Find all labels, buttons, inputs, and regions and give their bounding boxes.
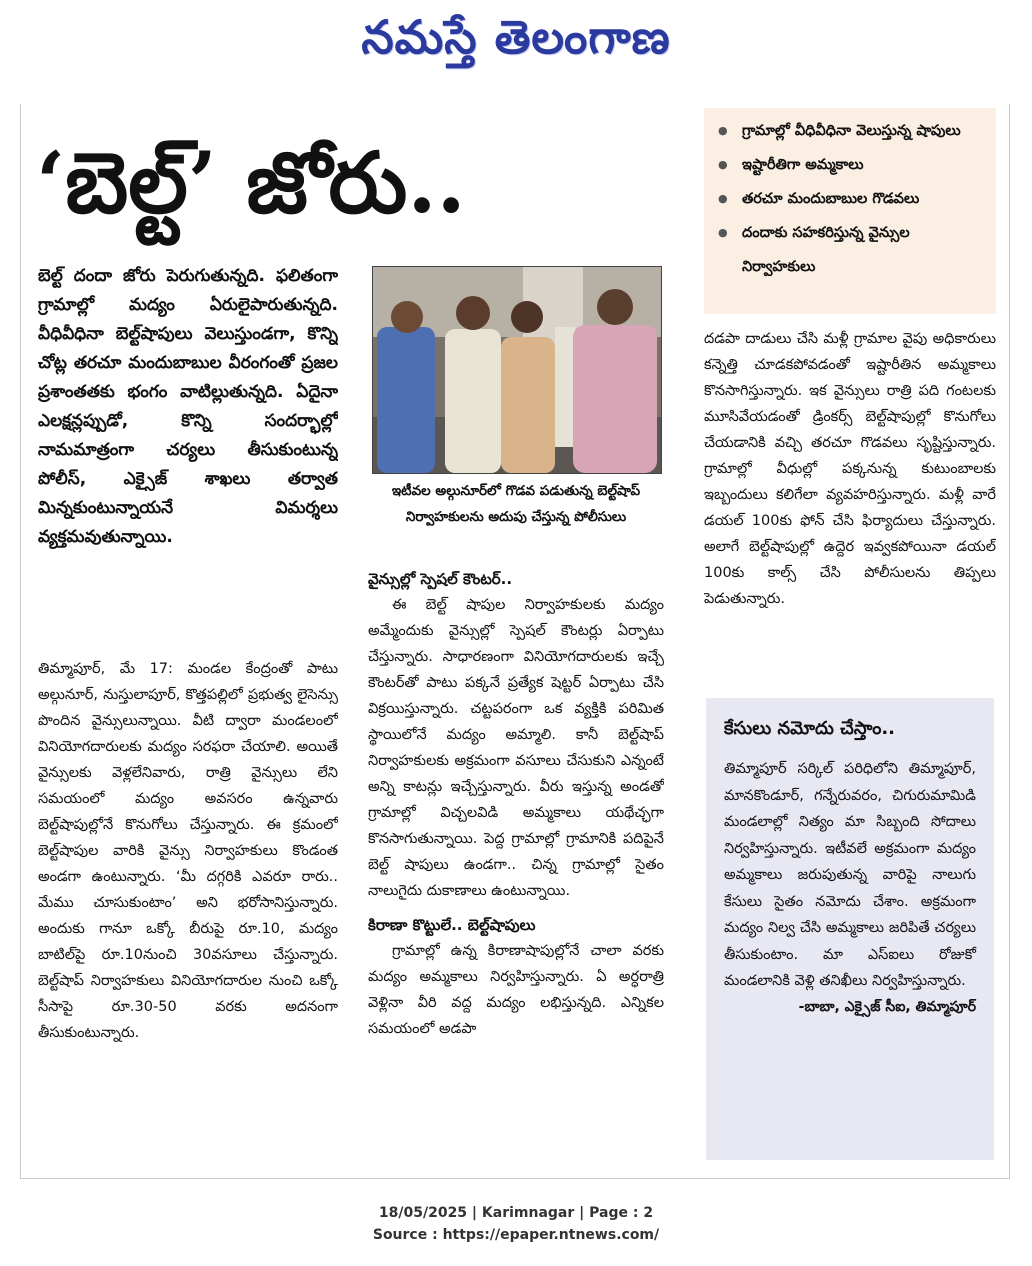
highlight-item: ● తరచూ మందుబాబుల గొడవలు bbox=[714, 182, 986, 216]
footer-date-edition: 18/05/2025 | Karimnagar | Page : 2 bbox=[378, 1205, 654, 1221]
footer-source: Source : https://epaper.ntnews.com/ bbox=[372, 1227, 660, 1243]
column-2 bbox=[368, 566, 664, 1162]
highlight-item: ● దందాకు సహకరిస్తున్న వైన్సుల నిర్వాహకులు bbox=[714, 216, 986, 284]
masthead bbox=[0, 8, 1032, 78]
highlight-item: ● గ్రామాల్లో వీధివీధినా వెలుస్తున్న షాపులు bbox=[714, 114, 986, 148]
lead-paragraph: బెల్ట్ దందా జోరు పెరుగుతున్నది. ఫలితంగా గ్రామాల్లో మద్యం ఏరులైపారుతున్నది. వీధివీధినా బెల్ట్‌షాపులు వెలుస్తుండగా, కొన్ని చోట్ల తరచూ మందుబాబుల వీరంగంతో ప్రజల ప్రశాంతతకు భంగం వాటిల్లుతున్నది. ఏదైనా ఎలక్షన్లప్పుడో, కొన్ని సందర్భాల్లో నామమాత్రంగా చర్యలు తీసుకుంటున్న పోలీస్, ఎక్సైజ్ శాఖలు తర్వాత మిన్నకుంటున్నాయనే విమర్శలు వ్యక్తమవుతున్నాయి. bbox=[38, 266, 338, 547]
column-3-body: దడపా దాడులు చేసి మళ్లీ గ్రామాల వైపు అధికారులు కన్నెత్తి చూడకపోవడంతో ఇష్టారీతిన అమ్మకాలు కొనసాగిస్తున్నారు. ఇక వైన్సులు రాత్రి పది గంటలకు మూసివేయడంతో డ్రింకర్స్ బెల్ట్‌షాపుల్లో కొనుగోలు చేయడానికి వచ్చి తరచూ గొడవలు సృష్టిస్తున్నారు. గ్రామాల్లో వీధుల్లో పక్కనున్న కుటుంబాలకు ఇబ్బందులు కలిగేలా వ్యవహరిస్తున్నారు. మళ్లీ వారే డయల్ 100కు ఫోన్ చేసి ఫిర్యాదులు చేస్తున్నారు. అలాగే బెల్ట్‌షాపుల్లో ఉద్దెర ఇవ్వకపోయినా డయల్ 100కు కాల్స్ చేసి పోలీసులను తిప్పలు పెడుతున్నారు. bbox=[704, 331, 996, 607]
highlight-item: ● ఇష్టారీతిగా అమ్మకాలు bbox=[714, 148, 986, 182]
subheading-special-counter: వైన్సుల్లో స్పెషల్ కౌంటర్.. bbox=[368, 570, 513, 588]
highlights-box bbox=[704, 108, 996, 314]
police-scene-image bbox=[373, 267, 661, 473]
column-2-body-1: ఈ బెల్ట్ షాపుల నిర్వాహకులకు మద్యం అమ్మేందుకు వైన్సుల్లో స్పెషల్ కౌంటర్లు ఏర్పాటు చేస్తున్నారు. సాధారణంగా వినియోగదారులకు ఇచ్చే కౌంటర్‌తో పాటు పక్కనే ప్రత్యేక షెట్టర్ ఏర్పాటు చేసి విక్రయిస్తున్నారు. చట్టపరంగా ఒక వ్యక్తికి పరిమిత స్థాయిలోనే మద్యం అమ్మాలి. కానీ బెల్ట్‌షాప్ నిర్వాహకులకు అక్రమంగా వసూలు చేసుకుని ఎన్నంటే అన్ని కాటన్లు ఇచ్చేస్తున్నారు. వీరు ఇస్తున్న అండతో గ్రామాల్లో విచ్చలవిడి అమ్మకాలు యథేచ్ఛగా కొనసాగుతున్నాయి. పెద్ద గ్రామాల్లో గ్రామానికి పదిపైనే బెల్ట్ షాపులు ఉండగా.. చిన్న గ్రామాల్లో సైతం నాలుగైదు దుకాణాలు ఉంటున్నాయి. bbox=[368, 597, 664, 899]
official-quote-box bbox=[706, 698, 994, 1160]
column-3 bbox=[704, 326, 996, 688]
photo-caption: ఇటీవల అల్గునూర్‌లో గొడవ పడుతున్న బెల్ట్‌షాప్ నిర్వాహకులను అదుపు చేస్తున్న పోలీసులు bbox=[391, 483, 641, 525]
column-2-body-2: గ్రామాల్లో ఉన్న కిరాణాషాపుల్లోనే చాలా వరకు మద్యం అమ్మకాలు నిర్వహిస్తున్నారు. ఏ అర్ధరాత్రి వెళ్లినా వీరి వద్ద మద్యం లభిస్తున్నది. ఎన్నికల సమయంలో అడపా bbox=[368, 943, 664, 1037]
headline: ‘బెల్ట్’ జోరు.. bbox=[36, 133, 466, 232]
masthead-logo: నమస్తే తెలంగాణ bbox=[361, 10, 671, 64]
highlights-list bbox=[714, 114, 986, 284]
news-photo bbox=[372, 266, 662, 474]
column-1 bbox=[38, 656, 338, 1162]
footer bbox=[0, 1202, 1032, 1246]
subheading-kirana: కిరాణా కొట్టులే.. బెల్ట్‌షాపులు bbox=[368, 916, 536, 934]
quote-box-signature: -బాబా, ఎక్సైజ్ సీఐ, తిమ్మాపూర్ bbox=[798, 998, 976, 1015]
quote-box-body: తిమ్మాపూర్ సర్కిల్ పరిధిలోని తిమ్మాపూర్, మానకొండూర్, గన్నేరువరం, చిగురుమామిడి మండలాల్లో నిత్యం మా సిబ్బంది సోదాలు నిర్వహిస్తున్నారు. ఇటీవలే అక్రమంగా మద్యం అమ్మకాలు జరుపుతున్న వారిపై నాలుగు కేసులు సైతం నమోదు చేశాం. అక్రమంగా మద్యం నిల్వ చేసి అమ్మకాలు జరిపితే చర్యలు తీసుకుంటాం. మా ఎస్ఐలు రోజుకో మండలానికి వెళ్లి తనిఖీలు నిర్వహిస్తున్నారు. bbox=[724, 761, 976, 989]
quote-box-title: కేసులు నమోదు చేస్తాం.. bbox=[724, 718, 896, 739]
column-1-body: తిమ్మాపూర్, మే 17: మండల కేంద్రంతో పాటు అల్గునూర్, నుస్తులాపూర్, కొత్తపల్లిలో ప్రభుత్వ లైసెన్సు పొందిన వైన్సులున్నాయి. వీటి ద్వారా మండలంలో వినియోగదారులకు మద్యం సరఫరా చేయాలి. అయితే వైన్సులకు వెళ్లలేనివారు, రాత్రి వైన్సులు లేని సమయంలో మద్యం అవసరం ఉన్నవారు బెల్ట్‌షాపుల్లోనే కొనుగోలు చేస్తున్నారు. ఈ క్రమంలో బెల్ట్‌షాపుల వారికి వైన్సు నిర్వాహకులు కొండంత అండగా ఉంటున్నారు. ‘మీ దగ్గరికి ఎవరూ రారు.. మేము చూసుకుంటాం’ అని భరోసానిస్తున్నారు. అందుకు గానూ ఒక్కో బీరుపై రూ.10, మద్యం బాటిల్‌పై రూ.10నుంచి 30వసూలు చేస్తున్నారు. బెల్ట్‌షాప్ నిర్వాహకులు వినియోగదారుల నుంచి ఒక్కో సీసాపై రూ.30-50 వరకు అదనంగా తీసుకుంటున్నారు. bbox=[38, 661, 338, 1041]
